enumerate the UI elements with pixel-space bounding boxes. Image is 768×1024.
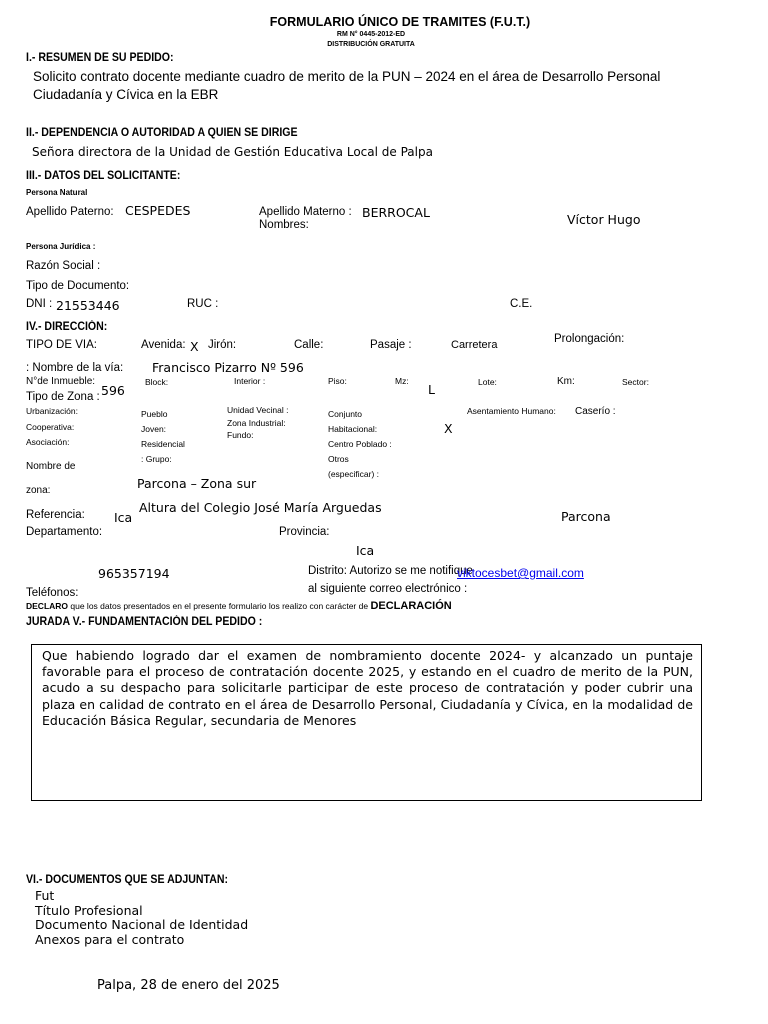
telefonos-label: Teléfonos:: [26, 587, 79, 599]
piso-label: Piso:: [328, 376, 347, 386]
nombre-via-value: Francisco Pizarro Nº 596: [152, 360, 304, 375]
asociacion-label: Asociación:: [26, 437, 70, 447]
especificar-label: (especificar) :: [328, 469, 380, 479]
section-3-heading: III.- DATOS DEL SOLICITANTE:: [26, 170, 181, 182]
interior-label: Interior :: [234, 376, 266, 386]
fundamentacion-box: [31, 644, 702, 801]
rm-number: RM N° 0445-2012-ED: [336, 31, 406, 38]
pasaje-label: Pasaje :: [370, 339, 412, 351]
ruc-label: RUC :: [187, 298, 219, 310]
distribution-note: DISTRIBUCIÓN GRATUITA: [327, 41, 415, 48]
summary-line-2: Ciudadanía y Cívica en la EBR: [33, 87, 219, 102]
km-label: Km:: [557, 376, 575, 387]
declaracion-word: DECLARACIÓN: [370, 600, 452, 612]
date-place: Palpa, 28 de enero del 2025: [97, 978, 280, 993]
otros-label: Otros: [328, 454, 349, 464]
declaracion-text: que los datos presentados en el presente formulario los realizo con carácter de: [68, 601, 371, 611]
nombre-zona-label-2: zona:: [26, 485, 51, 496]
provincia-label: Provincia:: [279, 526, 330, 538]
apellido-materno-label: Apellido Materno :: [259, 206, 352, 218]
nombre-zona-value: Parcona – Zona sur: [137, 476, 257, 491]
avenida-mark: X: [190, 339, 199, 354]
inmueble-label: N°de Inmueble:: [26, 376, 96, 387]
apellido-paterno-value: CESPEDES: [125, 203, 191, 218]
departamento-label: Departamento:: [26, 526, 103, 538]
correo-label: al siguiente correo electrónico :: [308, 583, 468, 595]
referencia-value: Altura del Colegio José María Arguedas: [139, 500, 382, 515]
zona-industrial-label: Zona Industrial:: [227, 418, 286, 428]
mz-label: Mz:: [395, 376, 409, 386]
inmueble-value: 596: [101, 383, 125, 398]
prolongacion-label: Prolongación:: [554, 333, 625, 345]
residencial-label: Residencial: [141, 439, 185, 449]
sector-label: Sector:: [622, 377, 649, 387]
asentamiento-label: Asentamiento Humano:: [467, 406, 556, 416]
distrito-value: Parcona: [561, 509, 611, 524]
email-link[interactable]: viktocesbet@gmail.com: [457, 566, 584, 580]
provincia-value: Ica: [356, 543, 375, 558]
apellido-materno-value: BERROCAL: [362, 205, 430, 220]
fundamentacion-text: Que habiendo logrado dar el examen de nombramiento docente 2024- y alcanzado un puntaje favorable para el proceso de contratación docente 2025, y estando en el cuadro de merito de la PUN, acudo a su despacho para solicitarle participar de este proceso de contratación y poder cubrir una plaza en calidad de contrato en el área de Desarrollo Personal, Ciudadanía y Cívica, en la modalidad de Educación Básica Regular, secundaria de Menores: [42, 648, 693, 728]
lote-label: Lote:: [478, 377, 497, 387]
documents-list: [35, 889, 248, 947]
block-label: Block:: [145, 377, 169, 387]
authority-value: Señora directora de la Unidad de Gestión Educativa Local de Palpa: [32, 145, 433, 159]
section-6-heading: VI.- DOCUMENTOS QUE SE ADJUNTAN:: [26, 874, 229, 886]
dni-value: 21553446: [56, 298, 120, 313]
conjunto-label: Conjunto: [328, 409, 363, 419]
cooperativa-label: Cooperativa:: [26, 422, 75, 432]
dni-label: DNI :: [26, 298, 53, 310]
tipo-via-label: TIPO DE VIA:: [26, 339, 97, 351]
apellido-paterno-label: Apellido Paterno:: [26, 206, 114, 218]
declaracion-line: [26, 600, 452, 613]
departamento-value: Ica: [114, 510, 133, 525]
razon-social-label: Razón Social :: [26, 260, 101, 272]
section-2-heading: II.- DEPENDENCIA O AUTORIDAD A QUIEN SE DIRIGE: [26, 127, 298, 139]
summary-line-1: Solicito contrato docente mediante cuadro de merito de la PUN – 2024 en el área de Desarrollo Personal: [33, 69, 661, 84]
joven-label: Joven:: [141, 424, 167, 434]
calle-label: Calle:: [294, 339, 324, 351]
form-title: FORMULARIO ÚNICO DE TRAMITES (F.U.T.): [269, 15, 531, 29]
section-4-heading: IV.- DIRECCIÓN:: [26, 321, 108, 333]
grupo-label: : Grupo:: [141, 454, 172, 464]
fundo-label: Fundo:: [227, 430, 254, 440]
tipo-zona-label: Tipo de Zona :: [26, 391, 100, 403]
nombres-label: Nombres:: [259, 219, 309, 231]
ce-label: C.E.: [510, 298, 533, 310]
telefono-value: 965357194: [98, 566, 170, 581]
nombre-via-label: : Nombre de la vía:: [26, 362, 124, 374]
urbanizacion-label: Urbanización:: [26, 406, 78, 416]
nombres-value: Víctor Hugo: [567, 212, 641, 227]
section-5-heading: JURADA V.- FUNDAMENTACIÓN DEL PEDIDO :: [26, 616, 263, 628]
section-1-heading: I.- RESUMEN DE SU PEDIDO:: [26, 52, 174, 64]
document-item: Documento Nacional de Identidad: [35, 917, 249, 932]
tipo-documento-label: Tipo de Documento:: [26, 280, 130, 292]
pueblo-label: Pueblo: [141, 409, 168, 419]
persona-juridica-label: Persona Jurídica :: [26, 242, 96, 251]
document-item: Título Profesional: [35, 902, 143, 918]
caserio-label: Caserío :: [575, 406, 616, 417]
carretera-label: Carretera: [451, 339, 498, 351]
nombre-zona-label-1: Nombre de: [26, 461, 76, 472]
document-item: Anexos para el contrato: [35, 931, 185, 947]
habitacional-mark: X: [444, 421, 453, 436]
persona-natural-label: Persona Natural: [26, 188, 88, 197]
centro-poblado-label: Centro Poblado :: [328, 439, 392, 449]
referencia-label: Referencia:: [26, 509, 85, 521]
unidad-vecinal-label: Unidad Vecinal :: [227, 405, 289, 415]
document-item: Fut: [35, 888, 55, 903]
jiron-label: Jirón:: [208, 339, 237, 351]
lote-value: L: [428, 382, 435, 397]
distrito-label: Distrito: Autorizo se me notifique: [308, 565, 473, 577]
habitacional-label: Habitacional:: [328, 424, 378, 434]
declaro-word: DECLARO: [26, 601, 69, 611]
avenida-label: Avenida:: [141, 339, 186, 351]
